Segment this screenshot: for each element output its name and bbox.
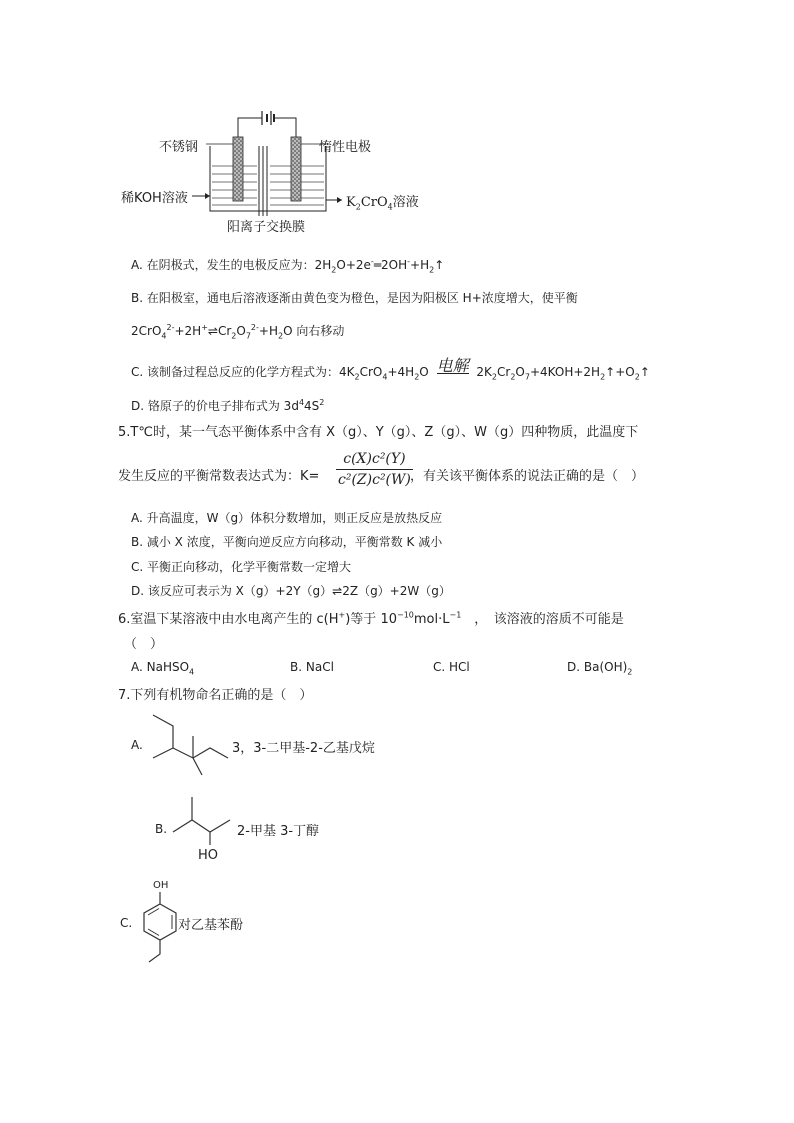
q7-option-a-name: 3，3-二甲基-2-乙基戊烷 bbox=[232, 741, 375, 756]
q4-option-a: A. 在阴极式，发生的电极反应为：$2H_2O+2e^-═2OH^-+H_2↑$ bbox=[131, 257, 445, 275]
structure-b-hydroxyl-label: HO bbox=[198, 848, 219, 863]
outlet-arrow-icon bbox=[326, 197, 342, 203]
q6-answer-paren: （ ） bbox=[124, 637, 164, 652]
q7-option-b-label: B. bbox=[155, 822, 168, 836]
structure-a-skeletal-formula bbox=[148, 710, 234, 778]
q5-stem-line2-pre: 发生反应的平衡常数表达式为：K= bbox=[118, 469, 320, 484]
label-inert-electrode: 惰性电极 bbox=[319, 140, 372, 155]
equilibrium-constant-fraction: c(X)c²(Y) c²(Z)c²(W) bbox=[338, 451, 411, 488]
structure-b-skeletal-formula bbox=[170, 795, 240, 845]
solution-lines bbox=[212, 166, 324, 205]
q6-option-b: B. NaCl bbox=[290, 660, 334, 674]
q5-option-d: D. 该反应可表示为 X（g）+2Y（g）⇌2Z（g）+2W（g） bbox=[131, 584, 451, 598]
electrolysis-condition: 电解 bbox=[436, 356, 469, 375]
electrolysis-tank bbox=[210, 146, 326, 211]
cation-exchange-membrane bbox=[259, 146, 267, 216]
q6-stem: 6.室温下某溶液中由水电离产生的 c(H+)等于 $10^{-10}mol\cdot L^{-1}$ ， 该溶液的溶质不可能是 bbox=[118, 610, 624, 627]
q6-option-d: D. $Ba(OH)_2$ bbox=[567, 660, 633, 677]
stainless-steel-electrode bbox=[233, 137, 243, 201]
q5-option-b: B. 减小 X 浓度，平衡向逆反应方向移动，平衡常数 K 减小 bbox=[131, 535, 443, 549]
inlet-arrow-icon bbox=[192, 193, 210, 199]
inert-electrode bbox=[291, 137, 301, 201]
q7-stem: 7.下列有机物命名正确的是（ ） bbox=[118, 688, 313, 703]
label-k2cro4-solution: $K_2CrO_4$溶液 bbox=[346, 195, 419, 212]
structure-c-hydroxyl-label: OH bbox=[153, 880, 169, 891]
circuit-wire-left bbox=[238, 118, 262, 137]
q6-option-c: C. HCl bbox=[433, 660, 470, 674]
q4-option-b-line1: B. 在阳极室，通电后溶液逐渐由黄色变为橙色，是因为阳极区 H+浓度增大，使平衡 bbox=[131, 291, 578, 305]
q4-option-c: C. 该制备过程总反应的化学方程式为：$4K_2CrO_4+4H_2O$ 电解 $2K_2Cr_2O_7+4KOH+2H_2↑+O_2↑$ bbox=[131, 356, 650, 382]
q7-option-b-name: 2-甲基 3-丁醇 bbox=[237, 824, 320, 839]
q7-option-a-label: A. bbox=[131, 738, 143, 752]
q7-option-c-label: C. bbox=[120, 916, 133, 930]
q5-stem-line2-post: ，有关该平衡体系的说法正确的是（ ） bbox=[410, 469, 645, 484]
q5-option-c: C. 平衡正向移动，化学平衡常数一定增大 bbox=[131, 560, 352, 574]
label-membrane: 阳离子交换膜 bbox=[227, 220, 306, 235]
label-dilute-koh: 稀KOH溶液 bbox=[121, 191, 188, 206]
q5-stem-line1: 5.T℃时，某一气态平衡体系中含有 X（g）、Y（g）、Z（g）、W（g）四种物质，此温度下 bbox=[118, 425, 639, 440]
q7-option-c-name: 对乙基苯酚 bbox=[178, 918, 244, 933]
label-stainless-steel: 不锈钢 bbox=[159, 140, 199, 155]
battery-icon bbox=[262, 111, 274, 125]
circuit-wire-right bbox=[274, 118, 296, 137]
q4-option-b-line2: $2CrO_4^{2-}+2H^+\rightleftharpoons Cr_2O_7^{2-}+H_2O$ 向右移动 bbox=[131, 323, 345, 341]
q5-option-a: A. 升高温度，W（g）体积分数增加，则正反应是放热反应 bbox=[131, 511, 443, 525]
q4-option-d: D. 铬原子的价电子排布式为 $3d^44S^2$ bbox=[131, 398, 325, 413]
q6-option-a: A. NaHSO$_4$ bbox=[131, 660, 195, 677]
